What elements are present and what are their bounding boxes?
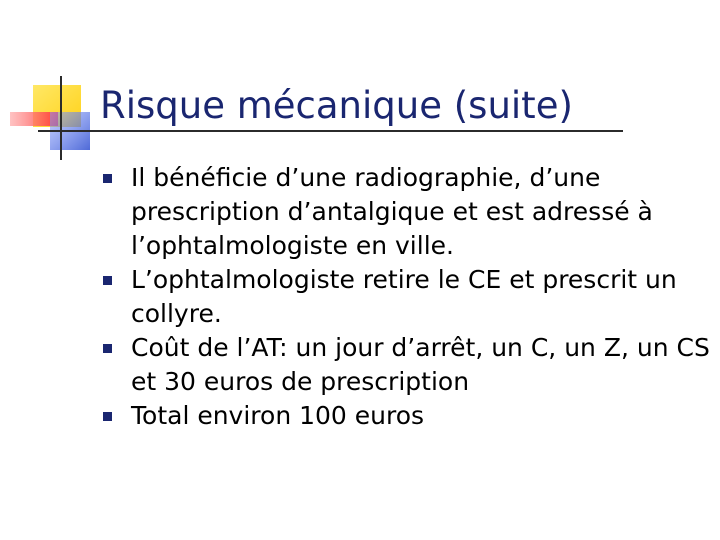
bullet-square-icon bbox=[103, 174, 112, 183]
bullet-item bbox=[100, 331, 710, 399]
bullet-text: Coût de l’AT: un jour d’arrêt, un C, un Z, un CS et 30 euros de prescription bbox=[131, 333, 710, 396]
bullet-square-icon bbox=[103, 344, 112, 353]
bullet-item bbox=[100, 399, 710, 433]
bullet-list bbox=[100, 161, 710, 433]
bullet-item bbox=[100, 263, 710, 331]
slide-title: Risque mécanique (suite) bbox=[100, 84, 573, 127]
bullet-text: Total environ 100 euros bbox=[131, 401, 425, 430]
decorative-logo bbox=[0, 0, 110, 170]
bullet-square-icon bbox=[103, 276, 112, 285]
title-underline bbox=[38, 130, 623, 132]
bullet-square-icon bbox=[103, 412, 112, 421]
bullet-text: Il bénéficie d’une radiographie, d’une prescription d’antalgique et est adressé à l’ophtalmologiste en ville. bbox=[131, 163, 653, 260]
bullet-text: L’ophtalmologiste retire le CE et prescrit un collyre. bbox=[131, 265, 677, 328]
bullet-item bbox=[100, 161, 710, 263]
